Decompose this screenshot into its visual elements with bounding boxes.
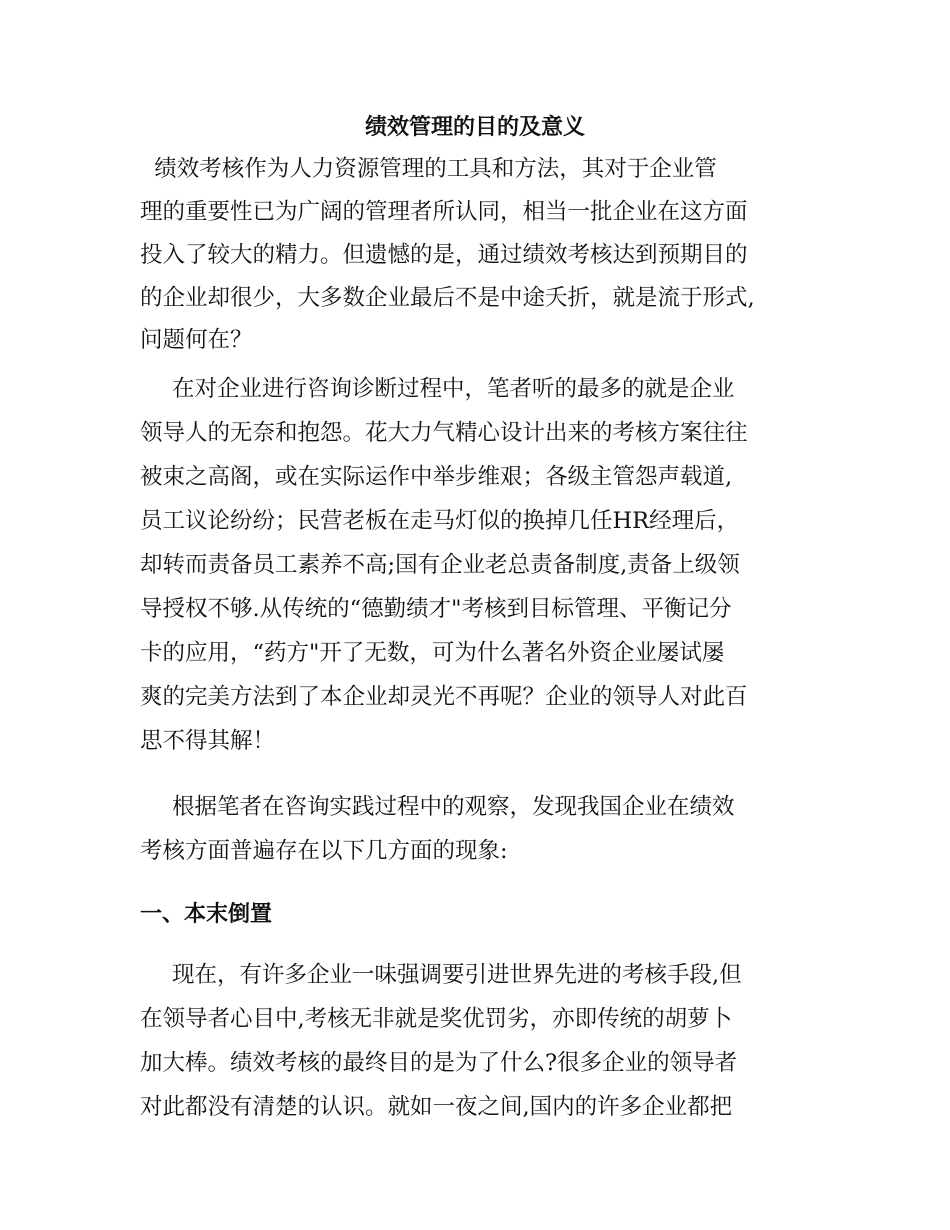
paragraph-4-line-1: 现在，有许多企业一味强调要引进世界先进的考核手段,但	[172, 962, 742, 988]
paragraph-3-line-1: 根据笔者在咨询实践过程中的观察，发现我国企业在绩效	[172, 794, 735, 820]
paragraph-1-line-4: 的企业却很少，大多数企业最后不是中途夭折，就是流于形式,	[140, 285, 755, 311]
document-title: 绩效管理的目的及意义	[364, 115, 585, 140]
paragraph-4-line-2: 在领导者心目中,考核无非就是奖优罚劣，亦即传统的胡萝卜	[140, 1006, 733, 1032]
paragraph-1-line-3: 投入了较大的精力。但遗憾的是，通过绩效考核达到预期目的	[140, 242, 748, 268]
paragraph-2-line-7: 卡的应用，“药方"开了无数，可为什么著名外资企业屡试屡	[140, 640, 725, 666]
paragraph-2-line-5: 却转而责备员工素养不高;国有企业老总责备制度,责备上级领	[140, 552, 740, 578]
paragraph-3-line-2: 考核方面普遍存在以下几方面的现象:	[140, 838, 508, 864]
paragraph-2-line-1: 在对企业进行咨询诊断过程中，笔者听的最多的就是企业	[172, 376, 735, 402]
paragraph-2-line-3: 被束之高阁，或在实际运作中举步维艰；各级主管怨声载道,	[140, 464, 733, 490]
paragraph-1-line-1: 绩效考核作为人力资源管理的工具和方法，其对于企业管	[140, 156, 717, 182]
paragraph-2-line-6: 导授权不够.从传统的“德勤绩才"考核到目标管理、平衡记分	[140, 596, 732, 622]
paragraph-1-line-2: 理的重要性已为广阔的管理者所认同，相当一批企业在这方面	[140, 199, 748, 225]
paragraph-4-line-3: 加大棒。绩效考核的最终目的是为了什么?很多企业的领导者	[140, 1050, 738, 1076]
paragraph-2-line-2: 领导人的无奈和抱怨。花大力气精心设计出来的考核方案往往	[140, 420, 748, 446]
paragraph-1-line-5: 问题何在？	[140, 327, 253, 353]
section-heading-1: 一、本末倒置	[140, 902, 273, 927]
paragraph-4-line-4: 对此都没有清楚的认识。就如一夜之间,国内的许多企业都把	[140, 1094, 733, 1120]
paragraph-2-line-9: 思不得其解！	[140, 728, 276, 754]
paragraph-2-line-8: 爽的完美方法到了本企业却灵光不再呢？企业的领导人对此百	[140, 684, 748, 710]
paragraph-2-line-4: 员工议论纷纷；民营老板在走马灯似的换掉几任HR经理后，	[140, 508, 740, 534]
